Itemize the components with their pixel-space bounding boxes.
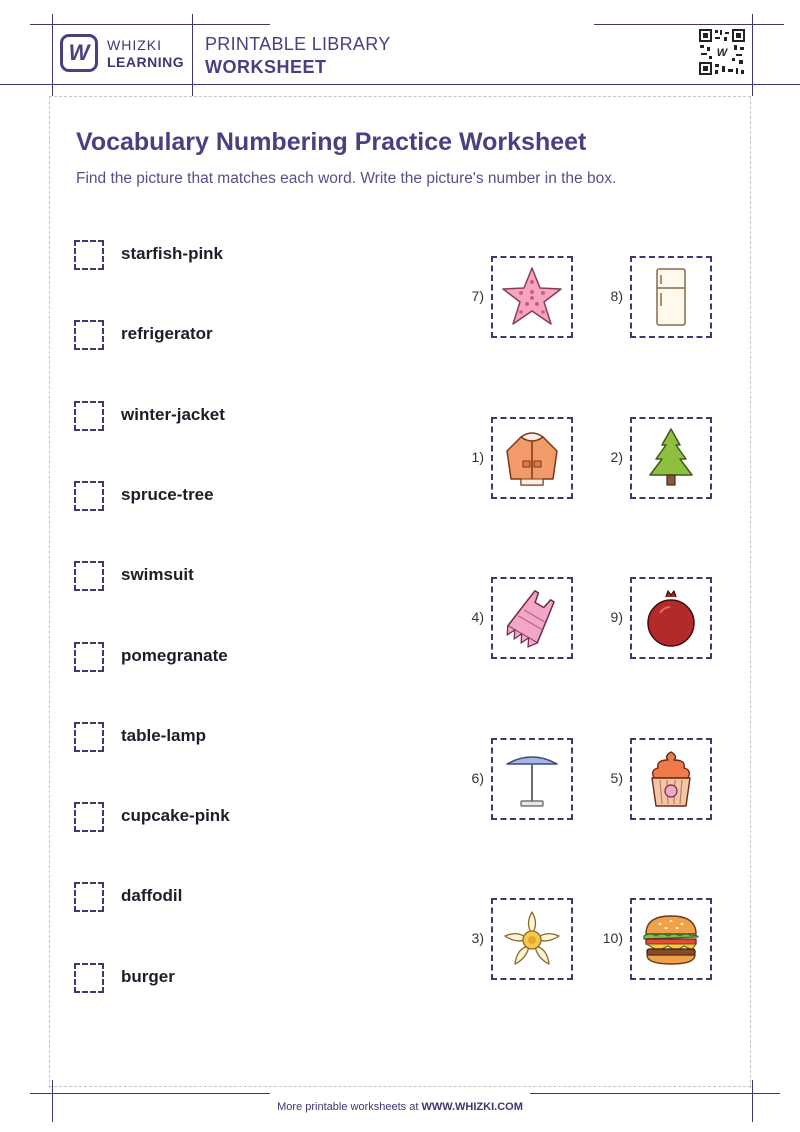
word-label: starfish-pink [121,244,224,263]
picture-box [630,738,712,820]
worksheet-instructions: Find the picture that matches each word. Write the picture's number in the box. [76,170,617,187]
starfish-icon [499,264,565,330]
swimsuit-icon [499,585,565,651]
library-label: PRINTABLE LIBRARY [205,34,391,54]
picture-box [491,417,573,499]
burger-icon [638,906,704,972]
cupcake-icon [638,746,704,812]
answer-box[interactable] [74,240,104,270]
picture-number: 2) [610,449,623,465]
picture-number: 3) [471,930,484,946]
whizki-logo [60,34,98,72]
word-label: daffodil [121,886,183,905]
picture-box [630,898,712,980]
picture-number: 10) [602,930,623,946]
footer-text: More printable worksheets at [277,1101,422,1113]
header-rule-v3 [752,14,753,96]
picture-box [630,577,712,659]
picture-number: 4) [471,609,484,625]
word-label: burger [121,967,175,986]
answer-box[interactable] [74,802,104,832]
picture-number: 6) [471,770,484,786]
picture-number: 9) [610,609,623,625]
refrigerator-icon [638,264,704,330]
footer-link[interactable]: WWW.WHIZKI.COM [421,1101,523,1113]
picture-number: 7) [471,288,484,304]
picture-number: 1) [471,449,484,465]
answer-box[interactable] [74,722,104,752]
picture-box [491,256,573,338]
word-label: refrigerator [121,324,213,343]
footer-rule-right [530,1093,780,1094]
winter-jacket-icon [499,425,565,491]
qr-center-letter: W [716,47,728,59]
answer-box[interactable] [74,481,104,511]
worksheet-label: WORKSHEET [205,57,327,77]
answer-box[interactable] [74,882,104,912]
header-rule-top-right [594,24,784,25]
answer-box[interactable] [74,561,104,591]
header-rule-top-left [30,24,270,25]
word-label: swimsuit [121,565,194,584]
header-rule-bottom [0,84,800,85]
picture-box [630,417,712,499]
answer-box[interactable] [74,642,104,672]
page-header [0,0,800,100]
picture-box [491,898,573,980]
pomegranate-icon [638,585,704,651]
word-label: table-lamp [121,726,207,745]
footer-note [0,1101,800,1113]
header-rule-v1 [52,14,53,96]
qr-code-icon[interactable] [698,28,746,76]
footer-divider [49,1086,751,1087]
daffodil-icon [499,906,565,972]
spruce-tree-icon [638,425,704,491]
word-label: spruce-tree [121,485,214,504]
table-lamp-icon [499,746,565,812]
answer-box[interactable] [74,320,104,350]
answer-box[interactable] [74,401,104,431]
answer-box[interactable] [74,963,104,993]
brand-name-line1: WHIZKI [107,37,162,53]
brand-name-line2: LEARNING [107,54,185,70]
footer-rule-left [30,1093,270,1094]
picture-box [491,577,573,659]
header-rule-v2 [192,14,193,96]
word-label: cupcake-pink [121,806,230,825]
picture-box [491,738,573,820]
picture-box [630,256,712,338]
picture-number: 5) [610,770,623,786]
word-label: pomegranate [121,646,228,665]
picture-number: 8) [610,288,623,304]
word-label: winter-jacket [121,405,225,424]
worksheet-title: Vocabulary Numbering Practice Worksheet [76,128,587,156]
logo-letter: W [68,40,90,65]
